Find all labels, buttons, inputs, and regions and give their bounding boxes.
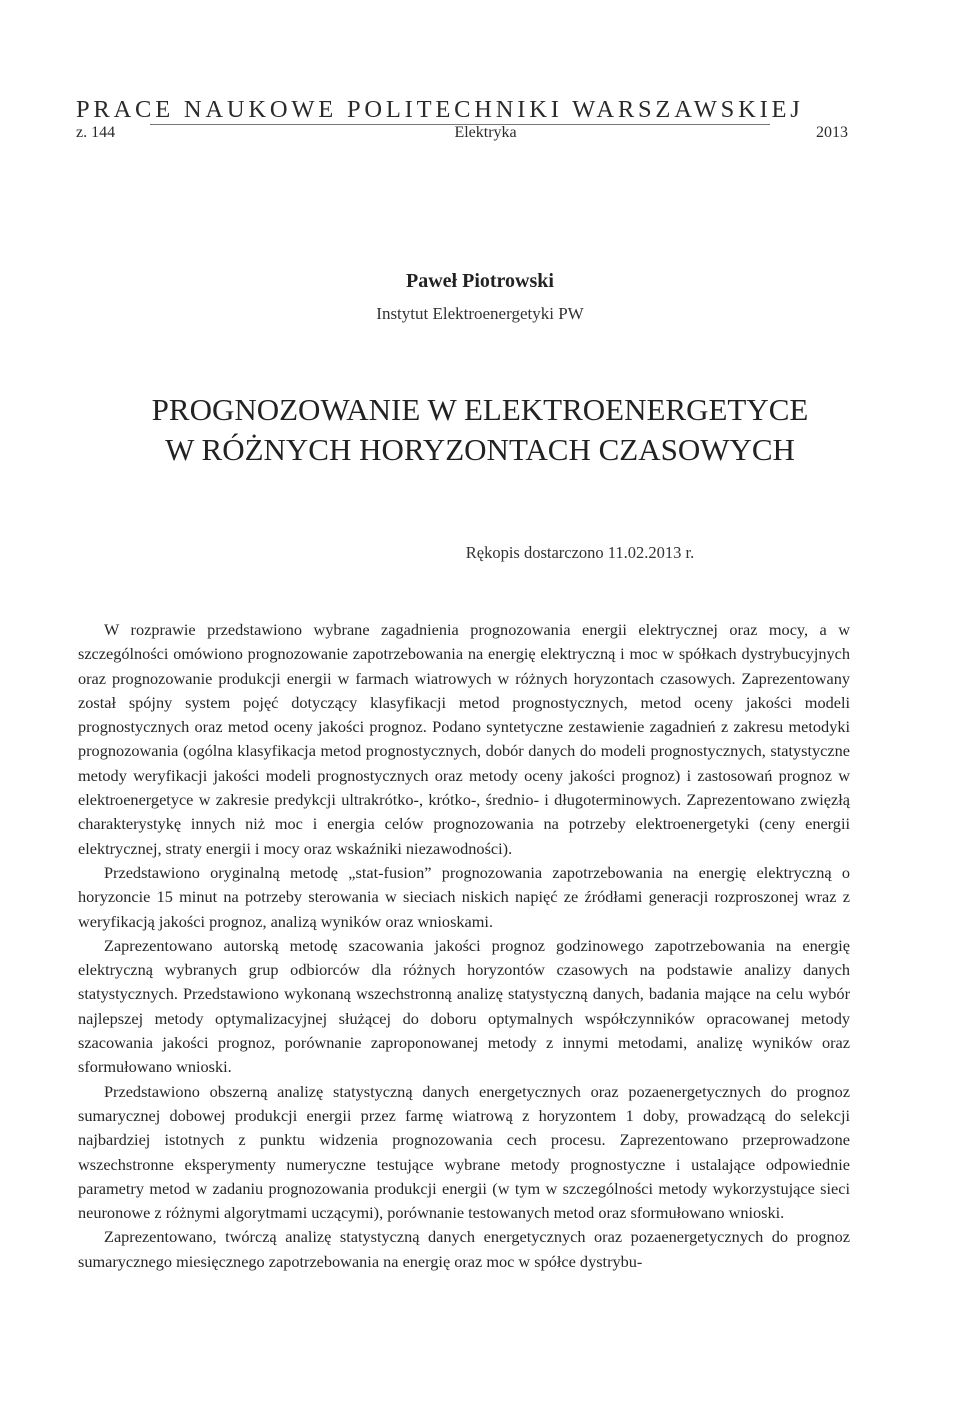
- year: 2013: [816, 124, 848, 141]
- issue-number: z. 144: [76, 124, 116, 141]
- title-line-1: PROGNOZOWANIE W ELEKTROENERGETYCE: [151, 392, 809, 427]
- section-name: Elektryka: [454, 124, 517, 141]
- journal-meta-line: [76, 124, 848, 142]
- journal-title: PRACE NAUKOWE POLITECHNIKI WARSZAWSKIEJ: [76, 96, 804, 123]
- abstract-paragraph: Zaprezentowano, twórczą analizę statystyczną danych energetycznych oraz pozaenergetycznych do prognoz sumarycznego miesięcznego zapotrzebowania na energię oraz moc w spółce dystrybu-: [78, 1227, 850, 1271]
- abstract-paragraph: W rozprawie przedstawiono wybrane zagadnienia prognozowania energii elektrycznej oraz mocy, a w szczególności omówiono prognozowanie zapotrzebowania na energię elektryczną i moc w spółkach dystrybucyjnych oraz prognozowanie produkcji energii w farmach wiatrowych w różnych horyzontach czasowych. Zaprezentowany został spójny system pojęć dotyczący klasyfikacji metod prognostycznych, metod oceny jakości modeli prognostycznych oraz metod oceny jakości prognoz. Podano syntetyczne zestawienie zagadnień z zakresu metodyki prognozowania (ogólna klasyfikacja metod prognostycznych, dobór danych do modeli prognostycznych, statystyczne metody weryfikacji jakości modeli prognostycznych oraz metody oceny jakości prognoz) i zastosowań prognoz w elektroenergetyce w zakresie predykcji ultrakrótko-, krótko-, średnio- i długoterminowych. Zaprezentowano zwięzłą charakterystykę innych niż moc i energia celów prognozowania na potrzeby elektroenergetyki (ceny energii elektrycznej, straty energii i mocy oraz wskaźniki niezawodności).: [78, 620, 850, 858]
- author-affiliation: Instytut Elektroenergetyki PW: [376, 304, 584, 323]
- title-line-2: W RÓŻNYCH HORYZONTACH CZASOWYCH: [165, 432, 795, 467]
- abstract-paragraph: Przedstawiono oryginalną metodę „stat-fusion” prognozowania zapotrzebowania na energię elektryczną o horyzoncie 15 minut na potrzeby sterowania w sieciach niskich napięć ze źródłami generacji rozproszonej wraz z weryfikacją jakości prognoz, analizą wyników oraz wnioskami.: [78, 862, 850, 931]
- abstract: [78, 618, 850, 1274]
- author-name: Paweł Piotrowski: [406, 270, 554, 292]
- received-date: Rękopis dostarczono 11.02.2013 r.: [465, 543, 695, 562]
- abstract-paragraph: Przedstawiono obszerną analizę statystyczną danych energetycznych oraz pozaenergetycznych do prognoz sumarycznej dobowej produkcji energii przez farmę wiatrową z horyzontem 1 doby, prowadzącą do selekcji najbardziej istotnych z punktu widzenia prognozowania cech procesu. Zaprezentowano przeprowadzone wszechstronne eksperymenty numeryczne testujące wybrane metody prognostyczne i ustalające odpowiednie parametry metod w zadaniu prognozowania produkcji energii (w tym w szczególności metody wykorzystujące sieci neuronowe z różnymi algorytmami uczącymi), porównanie testowanych metod oraz sformułowano wnioski.: [78, 1081, 850, 1223]
- abstract-paragraph: Zaprezentowano autorską metodę szacowania jakości prognoz godzinowego zapotrzebowania na energię elektryczną wybranych grup odbiorców dla różnych horyzontów czasowych na podstawie analizy danych statystycznych. Przedstawiono wykonaną wszechstronną analizę statystyczną danych, badania mające na celu wybór najlepszej metody optymalizacyjnej służącej do doboru optymalnych współczynników opracowanej metody szacowania jakości prognoz, porównanie zaproponowanej metody z innymi metodami, analizę wyników oraz sformułowano wnioski.: [78, 935, 850, 1077]
- paper-title: [0, 390, 960, 470]
